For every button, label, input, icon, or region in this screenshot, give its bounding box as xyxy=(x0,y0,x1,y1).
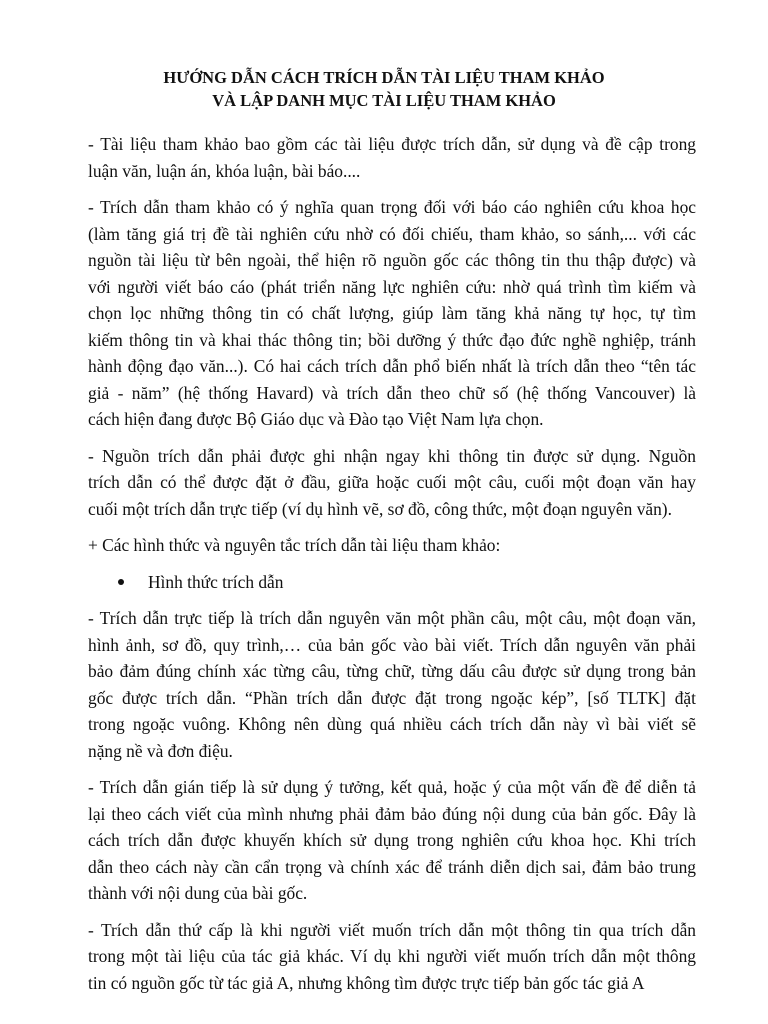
paragraph xyxy=(88,131,696,184)
paragraph-line: cách trích dẫn được khuyến khích sử dụng trong nghiên cứu khoa học. Khi trích xyxy=(88,830,696,850)
paragraph-line: - Trích dẫn tham khảo có ý nghĩa quan trọng đối với báo cáo nghiên cứu khoa học xyxy=(88,197,696,217)
paragraph-line: cách hiện đang được Bộ Giáo dục và Đào tạo Việt Nam lựa chọn. xyxy=(88,409,544,429)
paragraph-line: nặng nề và đơn điệu. xyxy=(88,740,233,761)
bullet-item xyxy=(88,569,696,596)
document-body xyxy=(88,131,696,1006)
citation-type-paragraphs xyxy=(88,605,696,996)
paragraph-line: cuối một trích dẫn trực tiếp (ví dụ hình vẽ, sơ đồ, công thức, một đoạn nguyên văn). xyxy=(88,498,672,519)
paragraph-line: thành với nội dung của bài gốc. xyxy=(88,883,308,903)
paragraph xyxy=(88,443,696,523)
paragraph-line: giả - năm” (hệ thống Havard) và trích dẫn theo chữ số (hệ thống Vancouver) là xyxy=(88,382,696,403)
paragraph-line: gốc được trích dẫn. “Phần trích dẫn được đặt trong ngoặc kép”, [số TLTK] đặt xyxy=(88,687,696,708)
paragraph-line: bảo đảm đúng chính xác từng câu, từng chữ, từng dấu câu được sử dụng trong bản xyxy=(88,661,696,681)
paragraph-line: trong một tài liệu của tác giả khác. Ví dụ khi người viết muốn trích dẫn một thông xyxy=(88,946,696,966)
paragraph-line: tin có nguồn gốc từ tác giả A, nhưng không tìm được trực tiếp bản gốc tác giả A xyxy=(88,972,645,993)
paragraph-line: dẫn theo cách này cần cẩn trọng và chính xác để tránh diễn dịch sai, đảm bảo trung xyxy=(88,856,696,877)
paragraph-line: luận văn, luận án, khóa luận, bài báo.... xyxy=(88,160,361,181)
paragraph-line: hình ảnh, sơ đồ, quy trình,… của bản gốc vào bài viết. Trích dẫn nguyên văn phải xyxy=(88,634,696,655)
paragraph-line: - Nguồn trích dẫn phải được ghi nhận ngay khi thông tin được sử dụng. Nguồn xyxy=(88,445,696,466)
paragraph xyxy=(88,774,696,907)
paragraph-line: - Trích dẫn thứ cấp là khi người viết muốn trích dẫn một thông tin qua trích dẫn xyxy=(88,919,696,940)
intro-paragraphs xyxy=(88,131,696,522)
paragraph-line: - Tài liệu tham khảo bao gồm các tài liệu được trích dẫn, sử dụng và đề cập trong xyxy=(88,134,696,154)
section-heading-plus: + Các hình thức và nguyên tắc trích dẫn tài liệu tham khảo: xyxy=(88,535,501,555)
paragraph-line: nguồn tài liệu từ bên ngoài, thể hiện rõ nguồn gốc các thông tin thu thập được) và xyxy=(88,250,696,270)
paragraph-line: chọn lọc những thông tin có chất lượng, giúp làm tăng khả năng tự học, tự tìm xyxy=(88,303,696,323)
paragraph-line: hành động đạo văn...). Có hai cách trích dẫn phổ biến nhất là trích dẫn theo “tên tác xyxy=(88,356,696,376)
paragraph-line: (làm tăng giá trị đề tài nghiên cứu nhờ có đối chiếu, tham khảo, so sánh,... với các xyxy=(88,223,696,244)
paragraph xyxy=(88,917,696,997)
paragraph-line: - Trích dẫn trực tiếp là trích dẫn nguyên văn một phần câu, một câu, một đoạn văn, xyxy=(88,608,696,628)
paragraph-line: - Trích dẫn gián tiếp là sử dụng ý tưởng, kết quả, hoặc ý của một vấn đề để diễn tả xyxy=(88,777,696,797)
bullet-item-label: Hình thức trích dẫn xyxy=(148,571,284,592)
paragraph-line: với người viết báo cáo (phát triển năng lực nghiên cứu: nhờ quá trình tìm kiếm và xyxy=(88,276,696,297)
bullet-dot-icon xyxy=(118,579,124,585)
paragraph-line: trích dẫn có thể được đặt ở đầu, giữa hoặc cuối một câu, cuối một đoạn văn hay xyxy=(88,472,696,492)
paragraph-line: trong ngoặc vuông. Không nên dùng quá nhiều cách trích dẫn này vì bài viết sẽ xyxy=(88,714,696,734)
paragraph xyxy=(88,605,696,764)
title-line-2: VÀ LẬP DANH MỤC TÀI LIỆU THAM KHẢO xyxy=(212,91,556,110)
document-title xyxy=(0,66,768,112)
paragraph-line: lại theo cách viết của mình nhưng phải đảm bảo đúng nội dung của bản gốc. Đây là xyxy=(88,803,696,824)
paragraph-line: kiếm thông tin và khai thác thông tin; bồi dưỡng ý thức đạo đức nghề nghiệp, tránh xyxy=(88,329,696,350)
paragraph xyxy=(88,194,696,433)
title-line-1: HƯỚNG DẪN CÁCH TRÍCH DẪN TÀI LIỆU THAM KHẢO xyxy=(163,68,605,87)
